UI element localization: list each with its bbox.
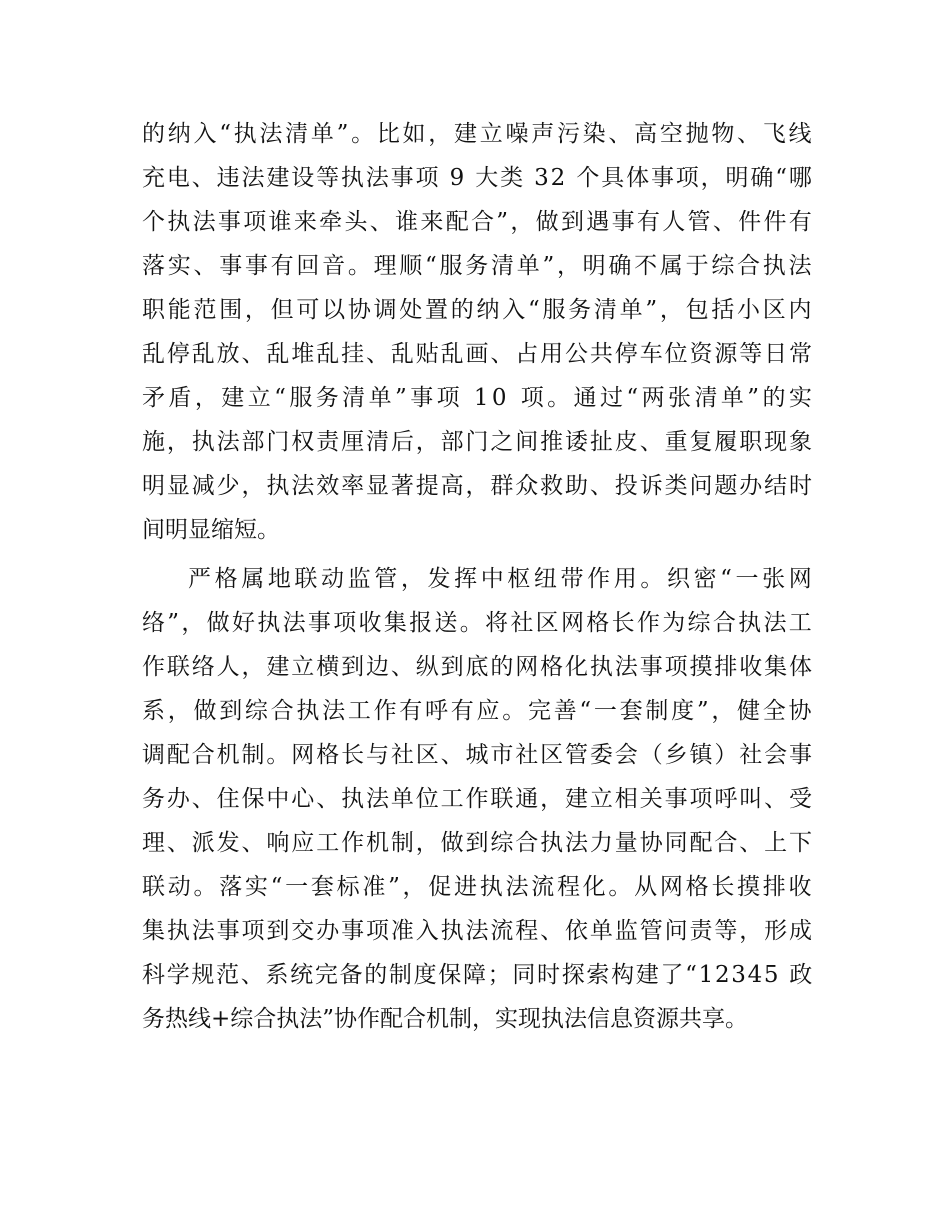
paragraph-line: 个执法事项谁来牵头、谁来配合”，做到遇事有人管、件件有	[142, 209, 815, 235]
paragraph-line: 的纳入“执法清单”。比如，建立噪声污染、高空抛物、飞线	[142, 121, 815, 147]
paragraph-line: 间明显缩短。	[142, 517, 280, 543]
paragraph-line: 施，执法部门权责厘清后，部门之间推诿扯皮、重复履职现象	[142, 429, 814, 455]
paragraph-line: 理、派发、响应工作机制，做到综合执法力量协同配合、上下	[142, 830, 814, 856]
paragraph-line: 明显减少，执法效率显著提高，群众救助、投诉类问题办结时	[142, 473, 814, 499]
paragraph-line: 充电、违法建设等执法事项 9 大类 32 个具体事项，明确“哪	[142, 165, 814, 191]
paragraph-line: 集执法事项到交办事项准入执法流程、依单监管问责等，形成	[142, 918, 814, 944]
paragraph-line: 务热线+综合执法”协作配合机制，实现执法信息资源共享。	[142, 1006, 749, 1032]
paragraph-line: 矛盾，建立“服务清单”事项 10 项。通过“两张清单”的实	[142, 385, 816, 411]
paragraph-line: 乱停乱放、乱堆乱挂、乱贴乱画、占用公共停车位资源等日常	[142, 341, 814, 367]
paragraph-line: 落实、事事有回音。理顺“服务清单”，明确不属于综合执法	[142, 253, 815, 279]
paragraph-line: 络”，做好执法事项收集报送。将社区网格长作为综合执法工	[142, 610, 815, 636]
paragraph-line: 作联络人，建立横到边、纵到底的网格化执法事项摸排收集体	[142, 654, 814, 680]
paragraph-line: 联动。落实“一套标准”，促进执法流程化。从网格长摸排收	[142, 874, 815, 900]
paragraph-line: 职能范围，但可以协调处置的纳入“服务清单”，包括小区内	[142, 297, 815, 323]
paragraph-line: 系，做到综合执法工作有呼有应。完善“一套制度”，健全协	[142, 698, 815, 724]
paragraph-line: 科学规范、系统完备的制度保障；同时探索构建了“12345 政	[142, 962, 814, 988]
paragraph-line: 务办、住保中心、执法单位工作联通，建立相关事项呼叫、受	[142, 786, 814, 812]
paragraph-line: 严格属地联动监管，发挥中枢纽带作用。织密“一张网	[188, 566, 816, 592]
paragraph-line: 调配合机制。网格长与社区、城市社区管委会（乡镇）社会事	[142, 742, 814, 768]
